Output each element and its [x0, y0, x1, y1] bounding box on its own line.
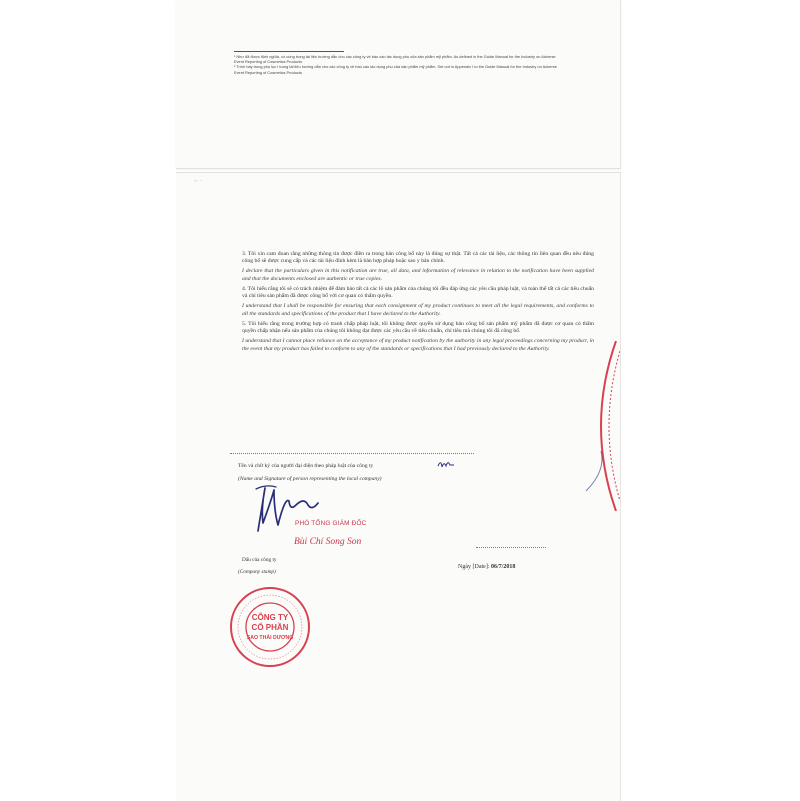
- paragraph-3-vi: 3. Tôi xin cam đoan rằng những thông tin được điền ra trong bản công bố này là đúng sự thật. Tất cả các tài liệu, các thông tin liên quan đều nêu đúng công bố sẽ được cung cấp và các tài liệu đính kèm là bản hợp pháp hoặc sao y bản chính.: [242, 251, 594, 265]
- company-seal-stamp: [228, 585, 312, 669]
- paragraph-5-en: I understand that I cannot place reliance on the acceptance of my product notification by the authority in any legal proceedings concerning my product, in the event that my product has failed to conform to any of the standards or specifications that I had previously declared to the Authority.: [242, 338, 594, 352]
- signature-label-en: (Name and Signature of person representing the local company): [238, 476, 382, 482]
- stamp-label-en: (Company stamp): [238, 569, 276, 575]
- paragraph-5-vi: 5. Tôi hiểu rằng trong trường hợp có tranh chấp pháp luật, tôi không được quyền sử dụng bản công bố sản phẩm mỹ phẩm đã được cơ quan có thẩm quyền chấp nhận nếu sản phẩm của chúng tôi không đạt được các yêu cầu về tiêu chuẩn, chỉ tiêu mà chúng tôi đã công bố.: [242, 320, 594, 335]
- signature-rule: [230, 453, 474, 454]
- footnote-1: ¹ Như đã được định nghĩa, có cùng trong tài liệu hướng dẫn cho các công ty về báo cáo tác dụng phụ của sản phẩm mỹ phẩm. As defined in the Guide Manual for the Industry on Adverse Event Reporting of Cosmetics Products: [234, 54, 556, 65]
- stamp-line-2: CỔ PHẦN: [251, 623, 289, 632]
- document-page: [176, 172, 621, 801]
- stamp-line-1: CÔNG TY: [251, 613, 289, 622]
- date-label: Ngày [Date]:: [458, 564, 490, 570]
- edge-stamp-fragment: [576, 341, 620, 511]
- signatory-title: PHÓ TỔNG GIÁM ĐỐC: [295, 520, 367, 527]
- paragraph-4-vi: 4. Tôi hiểu rằng tôi sẽ có trách nhiệm để đảm bảo tất cả các lô sản phẩm của chúng tôi đều đáp ứng các yêu cầu pháp luật, và toàn thể tất cả các tiêu chuẩn và chỉ tiêu sản phẩm đã được công bố với cơ quan có thẩm quyền.: [242, 285, 594, 300]
- footnotes: [234, 54, 564, 75]
- declaration-text: [242, 251, 594, 356]
- stamp-line-3: SAO THÁI DƯƠNG: [246, 635, 294, 641]
- paragraph-4-en: I understand that I shall be responsible for ensuring that each consignment of my product continues to meet all the legal requirements, and conforms to all the standards and specifications of the product that I have declared to the Authority.: [242, 303, 594, 317]
- initials-scribble: [436, 458, 456, 470]
- signatory-name: Bùi Chí Song Son: [294, 537, 362, 547]
- paragraph-3-en: I declare that the particulars given in this notification are true, all data, and information of relevance in relation to the notification have been supplied and that the documents enclosed are authentic or true copies.: [242, 268, 594, 282]
- footnote-2: ² Trình bày trong phụ lục I trong tài liệu hướng dẫn cho các công ty về báo cáo tác dụng phụ của sản phẩm mỹ phẩm. Set out in Appendix I to the Guide Manual for the Industry on Adverse Event Reporting of Cosmetics Products: [234, 64, 557, 75]
- stamp-label-vi: Dấu của công ty: [242, 557, 277, 563]
- date-line: [458, 564, 515, 570]
- handwritten-signature: [252, 479, 322, 537]
- signature-label-vi: Tên và chữ ký của người đại diện theo pháp luật của công ty: [238, 463, 374, 469]
- previous-page-fragment: [176, 0, 621, 169]
- scan-mark: ⌐ ·: [194, 177, 203, 185]
- date-rule: [476, 547, 546, 548]
- footnote-separator: [234, 51, 344, 52]
- date-value: 06/7/2018: [491, 564, 516, 570]
